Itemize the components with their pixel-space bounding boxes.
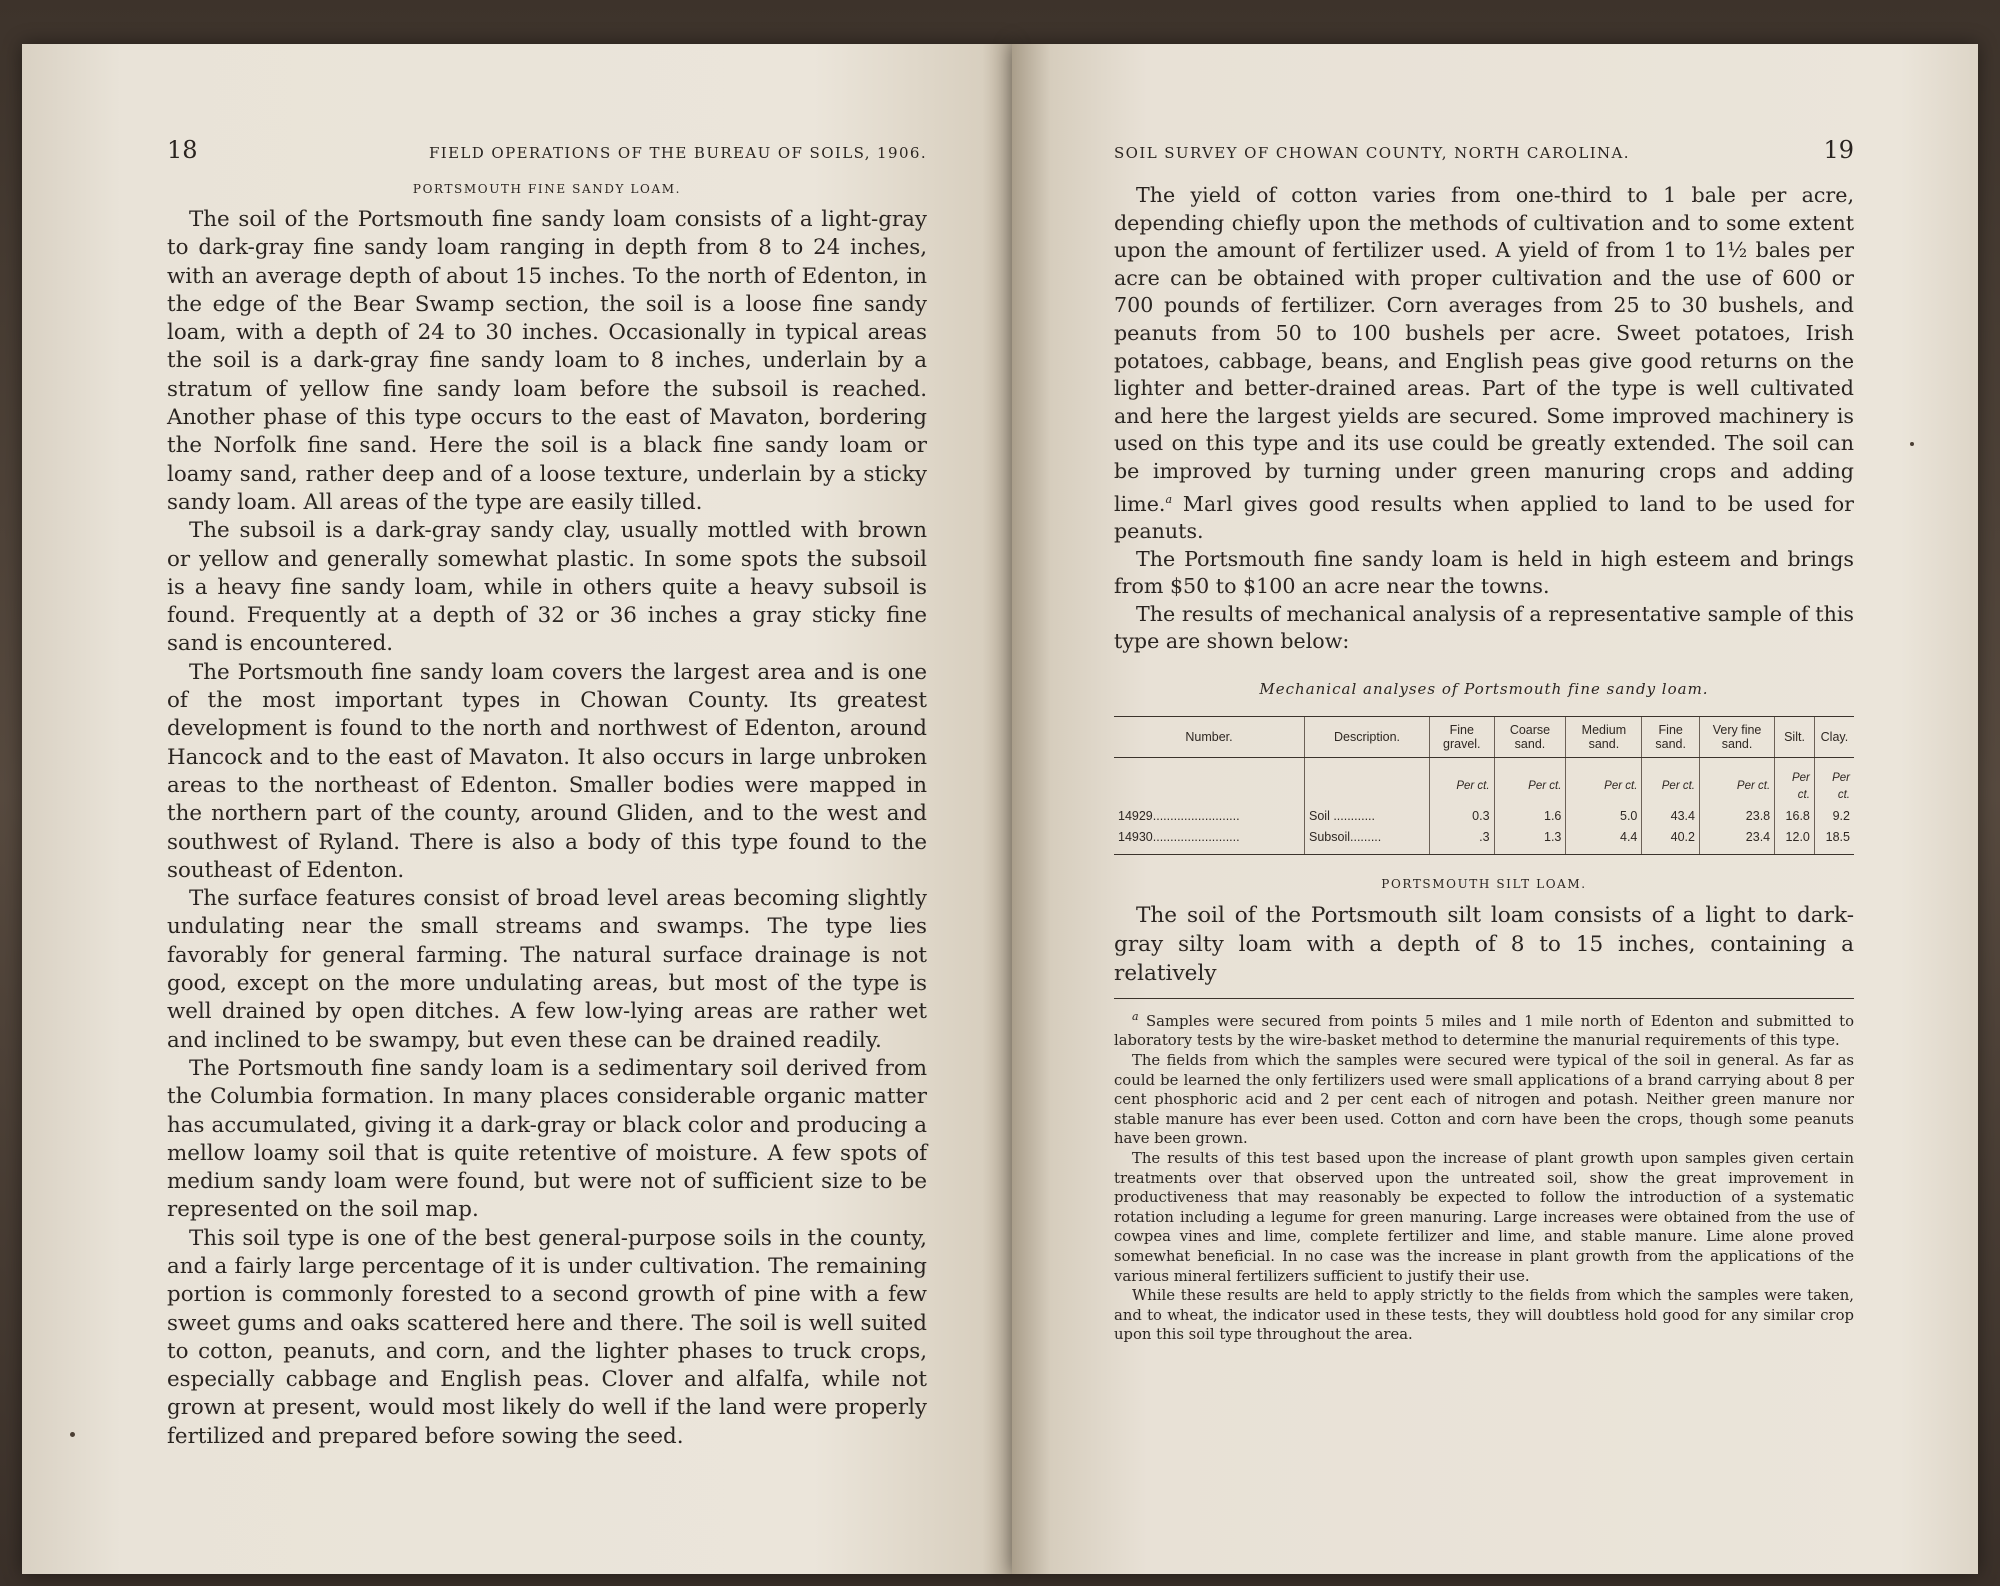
table-cell: 12.0 <box>1775 827 1815 855</box>
table-cell: .3 <box>1430 827 1495 855</box>
section-title-silt-loam: PORTSMOUTH SILT LOAM. <box>1381 876 1587 891</box>
table-cell: 43.4 <box>1642 806 1700 827</box>
footnote-text: Samples were secured from points 5 miles and 1 mile north of Edenton and submitted to laboratory tests by the wire-basket method to determine the manurial requirements of this type. <box>1114 1012 1854 1050</box>
paragraph: This soil type is one of the best general-purpose soils in the county, and a fairly large percentage of it is under cultivation. The remaining portion is commonly forested to a second growth of pine with a few sweet gums and oaks scattered here and there. The soil is well suited to cotton, peanuts, and corn, and the lighter phases to truck crops, especially cabbage and English peas. Clover and alfalfa, while not grown at present, would most likely do well if the land were properly fertilized and prepared before sowing the seed. <box>167 1225 927 1449</box>
section-title-fine-sandy-loam: PORTSMOUTH FINE SANDY LOAM. <box>412 182 682 196</box>
paragraph-text: The yield of cotton varies from one-third to 1 bale per acre, depending chiefly upon the methods of cultivation and to some extent upon the amount of fertilizer used. A yield of from 1 to 1½ bales per acre can be obtained with proper cultivation and the use of 600 or 700 pounds of fertilizer. Corn averages from 25 to 30 bushels, and peanuts from 50 to 100 bushels per acre. Sweet potatoes, Irish potatoes, cabbage, beans, and English peas give good returns on the lighter and better-drained areas. Part of the type is well cultivated and here the largest yields are secured. Some improved machinery is used on this type and its use could be greatly extended. The soil can be improved by turning under green manuring crops and adding lime. <box>1114 183 1854 516</box>
table-cell: Per ct. <box>1814 757 1854 806</box>
table-cell: 14930......................... <box>1114 827 1305 855</box>
paragraph <box>1114 182 1854 546</box>
footnote: While these results are held to apply strictly to the fields from which the samples were taken, and to wheat, the indicator used in these tests, they will doubtless hold good for any similar crop upon this soil type throughout the area. <box>1114 1287 1854 1344</box>
table-cell: Per ct. <box>1494 757 1566 806</box>
mechanical-analyses-table <box>1114 716 1854 855</box>
col-header: Fine sand. <box>1642 716 1700 757</box>
col-header: Coarse sand. <box>1494 716 1566 757</box>
table-cell: Subsoil......... <box>1305 827 1430 855</box>
table-cell: 40.2 <box>1642 827 1700 855</box>
footnote-reference: a <box>1165 492 1172 506</box>
col-header: Fine gravel. <box>1430 716 1495 757</box>
table-cell: 5.0 <box>1566 806 1642 827</box>
left-page <box>22 44 1012 1574</box>
table-cell: 9.2 <box>1814 806 1854 827</box>
col-header: Number. <box>1114 716 1305 757</box>
page-speck <box>1910 442 1914 446</box>
footnote-divider <box>1114 998 1854 999</box>
right-page-content <box>1114 136 1854 1345</box>
table-cell: Per ct. <box>1566 757 1642 806</box>
page-speck <box>70 1432 75 1437</box>
col-header: Clay. <box>1814 716 1854 757</box>
table-cell: 1.6 <box>1494 806 1566 827</box>
paragraph: The Portsmouth fine sandy loam is held in high esteem and brings from $50 to $100 an acre near the towns. <box>1114 546 1854 599</box>
right-page <box>1012 44 1978 1574</box>
footnote <box>1114 1007 1854 1051</box>
left-running-head <box>167 136 927 164</box>
table-row <box>1114 827 1854 855</box>
footnote: The results of this test based upon the increase of plant growth upon samples given certain treatments over that observed upon the untreated soil, show the great improvement in productiveness that may reasonably be expected to follow the introduction of a systematic rotation including a legume for green manuring. Large increases were obtained from the use of cowpea vines and lime, complete fertilizer and lime, and stable manure. Lime alone proved somewhat beneficial. In no case was the increase in plant growth from the applications of the various mineral fertilizers sufficient to justify their use. <box>1114 1150 1854 1285</box>
left-page-number: 18 <box>167 136 198 164</box>
right-running-head <box>1114 136 1854 164</box>
table-cell: 0.3 <box>1430 806 1495 827</box>
table-cell <box>1305 757 1430 806</box>
table-cell: 14929......................... <box>1118 808 1240 823</box>
left-running-title: FIELD OPERATIONS OF THE BUREAU OF SOILS, 1906. <box>428 144 927 162</box>
col-header: Silt. <box>1775 716 1815 757</box>
table-cell: 4.4 <box>1566 827 1642 855</box>
table-cell: Soil ............ <box>1305 806 1430 827</box>
table-cell: 23.8 <box>1700 806 1775 827</box>
table-caption: Mechanical analyses of Portsmouth fine sandy loam. <box>1259 679 1709 698</box>
table-cell: 18.5 <box>1814 827 1854 855</box>
table-cell: Per ct. <box>1430 757 1495 806</box>
paragraph: The subsoil is a dark-gray sandy clay, usually mottled with brown or yellow and generally somewhat plastic. In some spots the subsoil is a heavy fine sandy loam, while in others quite a heavy subsoil is found. Frequently at a depth of 32 or 36 inches a gray sticky fine sand is encountered. <box>167 518 927 657</box>
col-header: Very fine sand. <box>1700 716 1775 757</box>
table-units-row <box>1114 757 1854 806</box>
table-cell: Per ct. <box>1642 757 1700 806</box>
table-cell: 23.4 <box>1700 827 1775 855</box>
paragraph: The Portsmouth fine sandy loam is a sedimentary soil derived from the Columbia formation. In many places considerable organic matter has accumulated, giving it a dark-gray or black color and producing a mellow loamy soil that is quite retentive of moisture. A few spots of medium sandy loam were found, but were not of sufficient size to be represented on the soil map. <box>167 1055 927 1223</box>
table-cell: Per ct. <box>1700 757 1775 806</box>
paragraph: The Portsmouth fine sandy loam covers the largest area and is one of the most important types in Chowan County. Its greatest development is found to the north and northwest of Edenton, around Hancock and to the east of Mavaton. It also occurs in large unbroken areas to the northeast of Edenton. Smaller bodies were mapped in the northern part of the county, around Gliden, and to the west and southwest of Ryland. There is also a body of this type found to the southeast of Edenton. <box>167 659 927 883</box>
table-cell: Per ct. <box>1775 757 1815 806</box>
paragraph: The results of mechanical analysis of a representative sample of this type are shown below: <box>1114 601 1854 654</box>
table-cell: 1.3 <box>1494 827 1566 855</box>
paragraph-text: Marl gives good results when applied to land to be used for peanuts. <box>1114 491 1854 543</box>
paragraph: The soil of the Portsmouth silt loam consists of a light to dark-gray silty loam with a depth of 8 to 15 inches, containing a relatively <box>1114 902 1854 986</box>
col-header: Description. <box>1305 716 1430 757</box>
left-page-content <box>167 136 927 1451</box>
footnote-marker: a <box>1132 1009 1139 1023</box>
table-header-row <box>1114 716 1854 757</box>
right-running-title: SOIL SURVEY OF CHOWAN COUNTY, NORTH CAROLINA. <box>1114 144 1630 162</box>
footnote: The fields from which the samples were secured were typical of the soil in general. As far as could be learned the only fertilizers used were small applications of a brand carrying about 8 per cent phosphoric acid and 2 per cent each of nitrogen and potash. Neither green manure nor stable manure has ever been used. Cotton and corn have been the crops, though some peanuts have been grown. <box>1114 1052 1854 1148</box>
table-row <box>1114 806 1854 827</box>
paragraph: The surface features consist of broad level areas becoming slightly undulating near the small streams and swamps. The type lies favorably for general farming. The natural surface drainage is not good, except on the more undulating areas, but most of the type is well drained by open ditches. A few low-lying areas are rather wet and inclined to be swampy, but even these can be drained readily. <box>167 886 927 1053</box>
table-cell: 16.8 <box>1775 806 1815 827</box>
table-cell <box>1114 757 1305 806</box>
right-page-number: 19 <box>1823 136 1854 164</box>
col-header: Medium sand. <box>1566 716 1642 757</box>
paragraph: The soil of the Portsmouth fine sandy loam consists of a light-gray to dark-gray fine sandy loam ranging in depth from 8 to 24 inches, with an average depth of about 15 inches. To the north of Edenton, in the edge of the Bear Swamp section, the soil is a loose fine sandy loam, with a depth of 24 to 30 inches. Occasionally in typical areas the soil is a dark-gray fine sandy loam to 8 inches, underlain by a stratum of yellow fine sandy loam before the subsoil is reached. Another phase of this type occurs to the east of Mavaton, bordering the Norfolk fine sand. Here the soil is a black fine sandy loam or loamy sand, rather deep and of a loose texture, underlain by a sticky sandy loam. All areas of the type are easily tilled. <box>167 207 927 515</box>
